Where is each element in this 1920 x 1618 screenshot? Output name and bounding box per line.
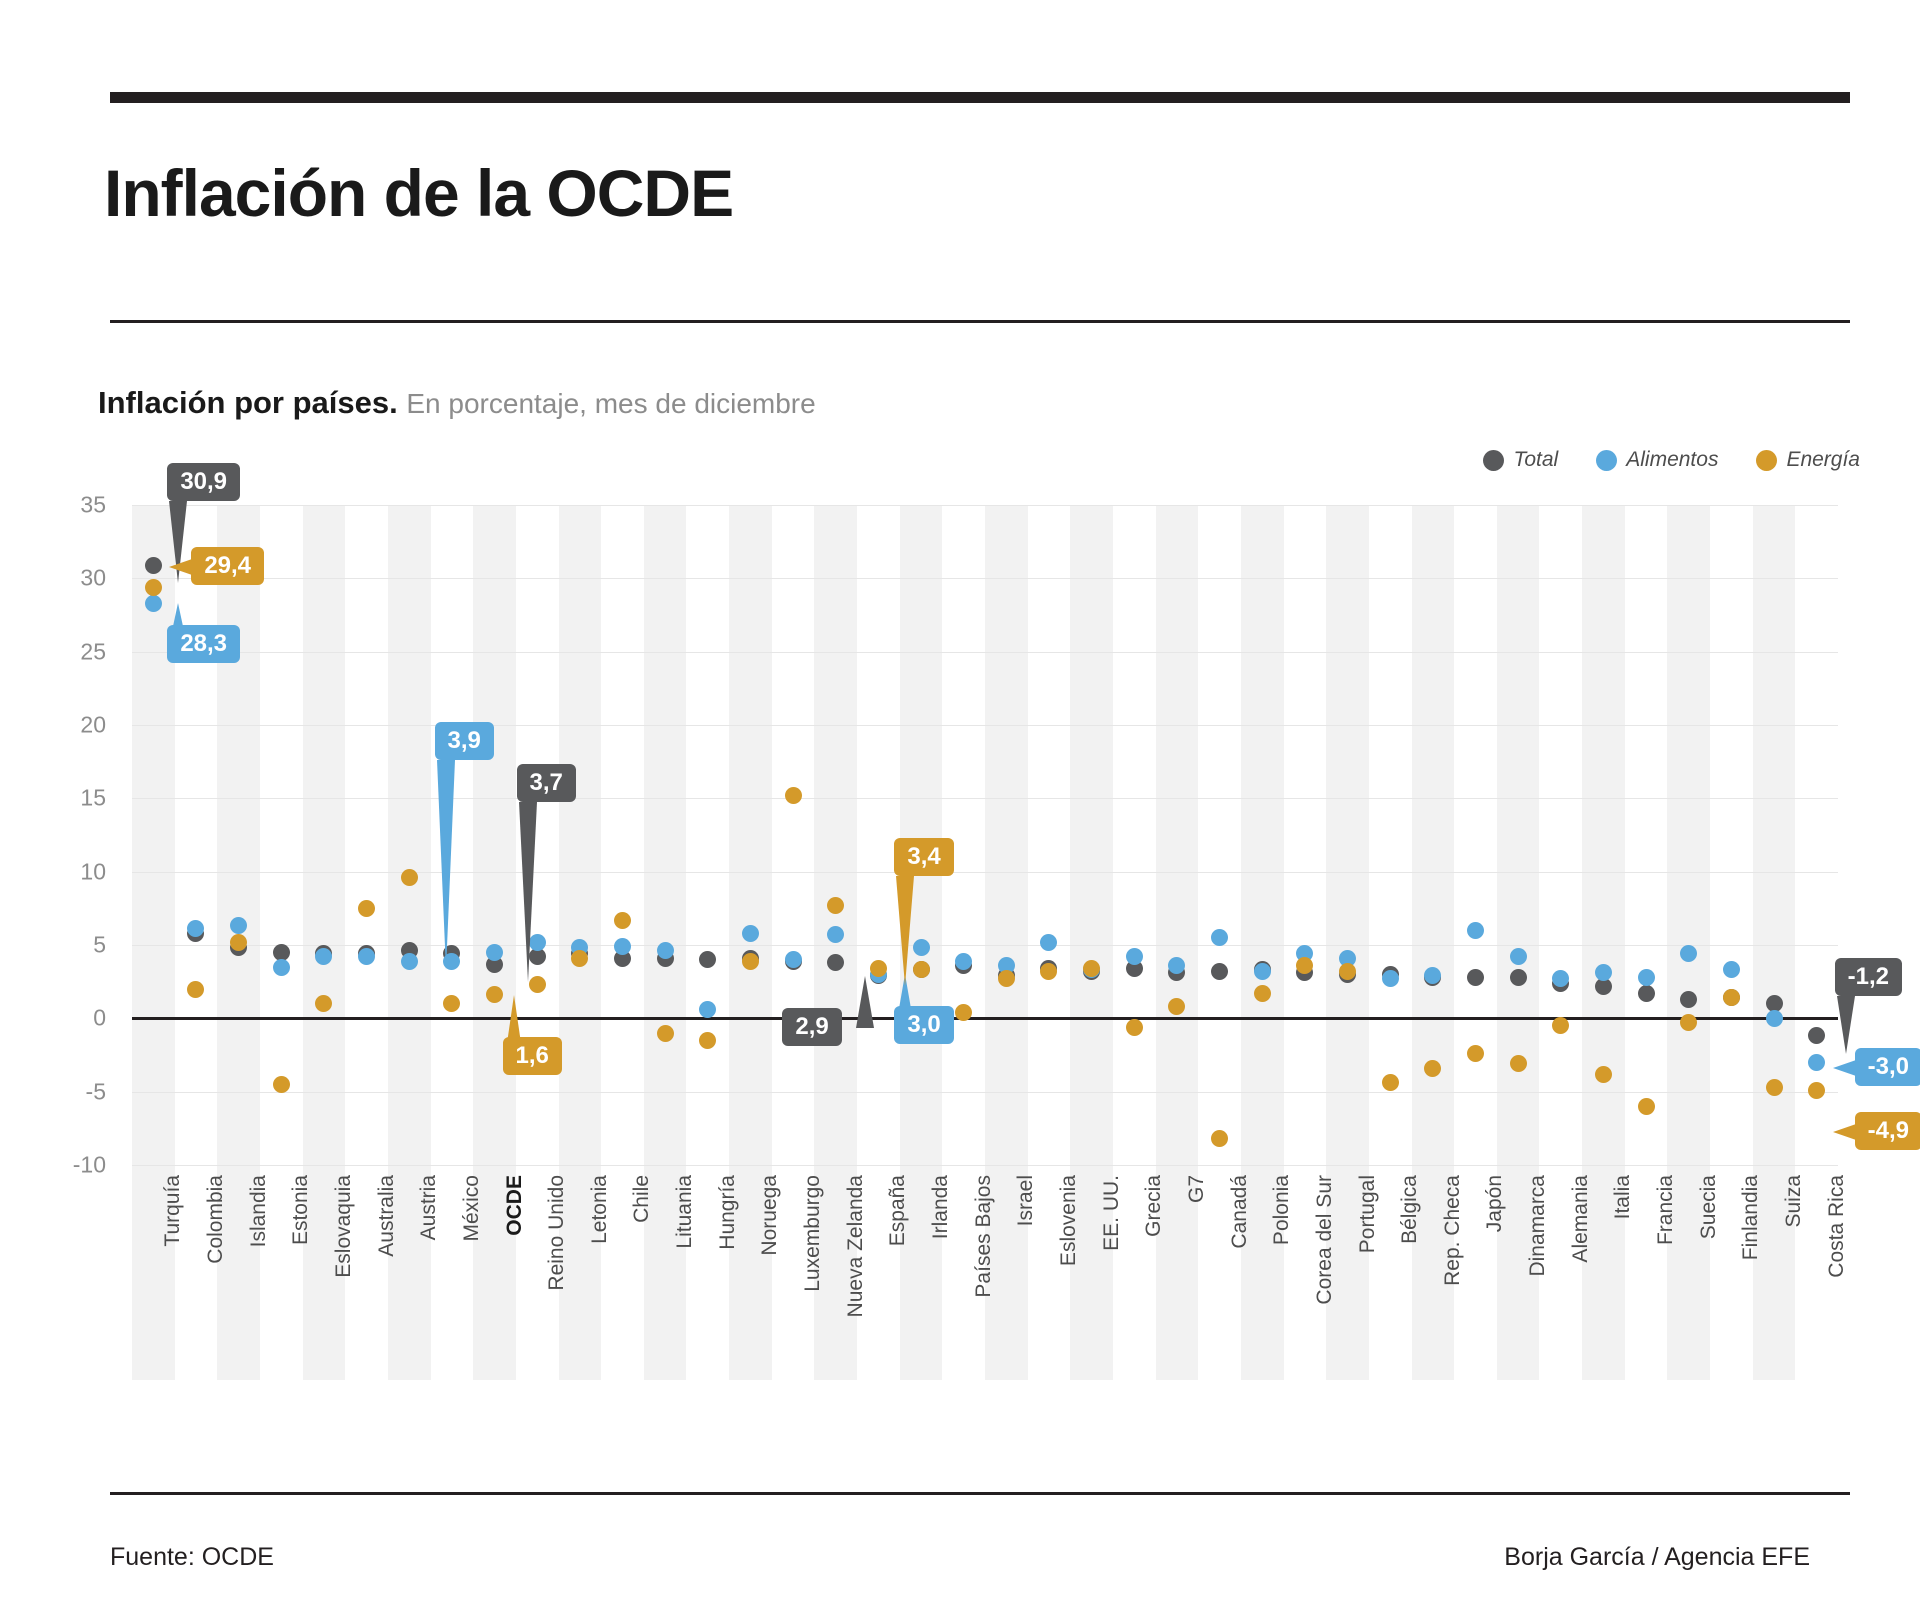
x-tick-label: España (886, 1175, 910, 1247)
callout-tail (437, 760, 455, 970)
data-point (1510, 969, 1527, 986)
chart-subtitle-light: En porcentaje, mes de diciembre (406, 388, 816, 419)
callout-label: 2,9 (782, 1008, 841, 1046)
gridline (132, 578, 1838, 579)
data-point (401, 953, 418, 970)
y-tick-label: 30 (80, 564, 106, 591)
callout-label: 3,9 (435, 722, 494, 760)
data-point (870, 960, 887, 977)
x-tick-label: Alemania (1568, 1175, 1592, 1263)
callout-label: -3,0 (1855, 1048, 1920, 1086)
legend-item-energía (1756, 448, 1860, 472)
data-point (1638, 985, 1655, 1002)
callout-label: 28,3 (167, 625, 240, 663)
gridline (132, 652, 1838, 653)
y-axis-labels (0, 491, 120, 1178)
x-tick-label: Islandia (246, 1175, 270, 1248)
legend-label: Alimentos (1626, 448, 1719, 471)
x-tick-label: Lituania (673, 1175, 697, 1249)
x-tick-label: México (459, 1175, 483, 1242)
data-point (785, 787, 802, 804)
x-tick-label: OCDE (502, 1175, 526, 1236)
data-point (1254, 985, 1271, 1002)
y-tick-label: -5 (85, 1078, 106, 1105)
x-tick-label: Letonia (587, 1175, 611, 1244)
x-tick-label: Israel (1014, 1175, 1038, 1227)
data-point (998, 970, 1015, 987)
legend-label: Energía (1786, 448, 1860, 471)
callout-label: -1,2 (1835, 958, 1902, 996)
gridline (132, 725, 1838, 726)
data-point (614, 938, 631, 955)
gridline (132, 945, 1838, 946)
data-point (273, 959, 290, 976)
data-point (1638, 969, 1655, 986)
data-point (145, 595, 162, 612)
data-point (358, 900, 375, 917)
data-point (1766, 1079, 1783, 1096)
data-point (657, 1025, 674, 1042)
data-point (742, 953, 759, 970)
y-tick-label: 15 (80, 784, 106, 811)
data-point (699, 1032, 716, 1049)
data-point (187, 981, 204, 998)
legend-dot-icon (1756, 450, 1777, 471)
x-tick-label: Finlandia (1739, 1175, 1763, 1261)
legend-item-total (1483, 448, 1558, 472)
scatter-plot-area (132, 468, 1910, 1165)
data-point (913, 961, 930, 978)
y-tick-label: 25 (80, 638, 106, 665)
x-tick-label: Japón (1483, 1175, 1507, 1233)
x-tick-label: Australia (374, 1175, 398, 1257)
callout-label: 3,0 (894, 1006, 953, 1044)
x-tick-label: EE. UU. (1099, 1175, 1123, 1251)
x-tick-label: Irlanda (929, 1175, 953, 1240)
data-point (230, 934, 247, 951)
x-tick-label: Estonia (289, 1175, 313, 1246)
data-point (145, 579, 162, 596)
x-tick-label: Italia (1611, 1175, 1635, 1220)
data-point (1040, 934, 1057, 951)
data-point (955, 1004, 972, 1021)
data-point (1766, 1010, 1783, 1027)
data-point (1638, 1098, 1655, 1115)
x-tick-label: Polonia (1270, 1175, 1294, 1246)
x-tick-label: Corea del Sur (1312, 1175, 1336, 1305)
data-point (1808, 1054, 1825, 1071)
data-point (1254, 963, 1271, 980)
top-divider (110, 92, 1850, 103)
data-point (1211, 963, 1228, 980)
data-point (145, 557, 162, 574)
x-tick-label: G7 (1184, 1175, 1208, 1204)
zero-axis-line (132, 1017, 1838, 1020)
data-point (1382, 970, 1399, 987)
x-tick-label: Luxemburgo (801, 1175, 825, 1292)
x-tick-label: Rep. Checa (1440, 1175, 1464, 1286)
data-point (1339, 963, 1356, 980)
x-tick-label: Dinamarca (1526, 1175, 1550, 1277)
callout-tail (896, 876, 914, 986)
legend-item-alimentos (1596, 448, 1718, 472)
x-tick-label: Colombia (203, 1175, 227, 1264)
y-tick-label: 10 (80, 858, 106, 885)
x-tick-label: Turquía (161, 1175, 185, 1247)
y-tick-label: 35 (80, 491, 106, 518)
gridline (132, 872, 1838, 873)
data-point (1510, 948, 1527, 965)
data-point (827, 897, 844, 914)
x-tick-label: Portugal (1355, 1175, 1379, 1254)
callout-label: 3,7 (517, 764, 576, 802)
x-tick-label: Suecia (1696, 1175, 1720, 1240)
data-point (1467, 1045, 1484, 1062)
chart-subtitle (98, 385, 816, 421)
source-note: Fuente: OCDE (110, 1543, 274, 1571)
x-tick-label: Nueva Zelanda (843, 1175, 867, 1318)
callout-label: -4,9 (1855, 1112, 1920, 1150)
data-point (1083, 960, 1100, 977)
data-point (1808, 1082, 1825, 1099)
gridline (132, 505, 1838, 506)
callout-tail (856, 976, 874, 1028)
plot-bands (132, 505, 1838, 1165)
x-tick-label: Países Bajos (971, 1175, 995, 1298)
data-point (1595, 1066, 1612, 1083)
callout-label: 30,9 (167, 463, 240, 501)
callout-label: 29,4 (191, 547, 264, 585)
data-point (913, 939, 930, 956)
gridline (132, 798, 1838, 799)
data-point (785, 951, 802, 968)
x-tick-label: Reino Unido (545, 1175, 569, 1291)
y-tick-label: 5 (93, 931, 106, 958)
callout-label: 3,4 (894, 838, 953, 876)
title-divider (110, 320, 1850, 323)
data-point (1382, 1074, 1399, 1091)
x-tick-label: Austria (417, 1175, 441, 1241)
x-tick-label: Grecia (1142, 1175, 1166, 1237)
data-point (1510, 1055, 1527, 1072)
y-tick-label: -10 (72, 1151, 106, 1178)
x-tick-label: Chile (630, 1175, 654, 1223)
x-tick-label: Canadá (1227, 1175, 1251, 1249)
x-tick-label: Noruega (758, 1175, 782, 1256)
legend-dot-icon (1596, 450, 1617, 471)
chart-subtitle-bold: Inflación por países. (98, 385, 398, 420)
x-tick-label: Eslovenia (1056, 1175, 1080, 1267)
page-title: Inflación de la OCDE (104, 156, 734, 230)
x-tick-label: Bélgica (1398, 1175, 1422, 1244)
x-tick-label: Hungría (715, 1175, 739, 1250)
y-tick-label: 20 (80, 711, 106, 738)
data-point (401, 869, 418, 886)
data-point (657, 942, 674, 959)
callout-label: 1,6 (503, 1037, 562, 1075)
x-tick-label: Francia (1654, 1175, 1678, 1246)
y-tick-label: 0 (93, 1004, 106, 1031)
x-tick-label: Costa Rica (1824, 1175, 1848, 1278)
x-tick-label: Suiza (1782, 1175, 1806, 1228)
gridline (132, 1165, 1838, 1166)
data-point (614, 912, 631, 929)
credit-note: Borja García / Agencia EFE (1504, 1543, 1810, 1571)
data-point (1467, 969, 1484, 986)
data-point (571, 950, 588, 967)
chart-legend (1483, 448, 1860, 472)
data-point (1126, 948, 1143, 965)
legend-dot-icon (1483, 450, 1504, 471)
data-point (273, 1076, 290, 1093)
data-point (1126, 1019, 1143, 1036)
data-point (1680, 991, 1697, 1008)
x-axis-labels (132, 1175, 1848, 1425)
callout-tail (519, 802, 537, 982)
callout-tail (1837, 996, 1855, 1054)
data-point (1467, 922, 1484, 939)
bottom-divider (110, 1492, 1850, 1495)
x-tick-label: Eslovaquia (331, 1175, 355, 1278)
data-point (742, 925, 759, 942)
data-point (486, 944, 503, 961)
data-point (1424, 1060, 1441, 1077)
gridline (132, 1092, 1838, 1093)
data-point (955, 953, 972, 970)
legend-label: Total (1513, 448, 1559, 471)
